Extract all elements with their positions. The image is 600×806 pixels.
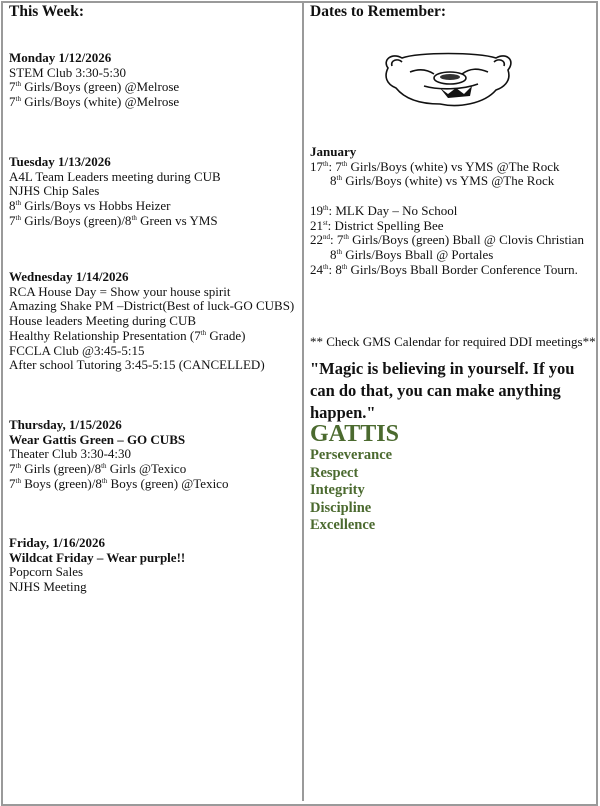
text-segment: Girls @Texico: [106, 461, 187, 477]
text-segment: 7: [9, 475, 16, 491]
text-segment: 17: [310, 158, 323, 174]
text-segment: th: [101, 462, 107, 471]
text-segment: th: [341, 262, 348, 271]
text-segment: Theater Club 3:30-4:30: [9, 446, 132, 462]
text-line: [9, 51, 179, 66]
text-segment: th: [323, 262, 329, 271]
text-line: [9, 462, 228, 477]
text-segment: RCA House Day = Show your house spirit: [9, 283, 231, 299]
text-line: [310, 204, 584, 219]
text-segment: Girls/Boys (green)/8: [20, 212, 132, 228]
text-segment: 8: [330, 246, 337, 262]
text-segment: th: [336, 174, 342, 183]
text-segment: th: [15, 213, 21, 222]
text-line: [9, 299, 294, 314]
text-line: [9, 285, 294, 300]
text-segment: After school Tutoring 3:45-5:15 (CANCELLED): [9, 357, 265, 373]
text-segment: Tuesday 1/13/2026: [9, 154, 111, 169]
value-item: Excellence: [310, 517, 376, 534]
text-segment: : MLK Day – No School: [328, 202, 458, 218]
text-segment: Girls/Boys (green) Bball @ Clovis Christian: [348, 232, 584, 248]
text-segment: 8: [9, 198, 16, 214]
day-block: [9, 155, 221, 229]
text-line: [310, 233, 584, 248]
text-segment: Amazing Shake PM –District(Best of luck-GO CUBS): [9, 298, 295, 314]
text-segment: Green vs YMS: [136, 212, 218, 228]
text-line: [9, 433, 228, 448]
text-segment: NJHS Chip Sales: [9, 183, 100, 199]
text-segment: : 8: [328, 261, 342, 277]
value-item: Integrity: [310, 482, 365, 499]
text-segment: th: [15, 95, 21, 104]
text-segment: th: [336, 247, 342, 256]
text-segment: th: [101, 476, 108, 485]
text-segment: Wednesday 1/14/2026: [9, 269, 129, 284]
text-segment: Girls (green)/8: [20, 461, 102, 477]
day-block: [9, 418, 228, 492]
text-segment: STEM Club 3:30-5:30: [9, 64, 127, 80]
text-line: [9, 358, 294, 373]
text-line: [310, 160, 584, 175]
text-segment: th: [15, 199, 21, 208]
text-segment: 8: [330, 173, 337, 189]
day-block: [9, 51, 179, 110]
text-line: [9, 199, 221, 214]
dates-heading: Dates to Remember:: [310, 3, 446, 20]
text-line: [9, 270, 294, 285]
values-title: GATTIS: [310, 421, 399, 447]
text-line: [310, 174, 584, 189]
ddi-note: ** Check GMS Calendar for required DDI meetings**: [310, 334, 596, 349]
text-segment: th: [200, 328, 207, 337]
text-line: [9, 329, 294, 344]
text-segment: Boys (green)/8: [20, 475, 102, 491]
text-segment: th: [341, 159, 348, 168]
text-segment: Popcorn Sales: [9, 564, 84, 580]
text-segment: th: [323, 159, 329, 168]
text-line: [9, 447, 228, 462]
text-segment: : 7: [328, 158, 342, 174]
text-segment: Wear Gattis Green – GO CUBS: [9, 431, 186, 447]
dates-list: [310, 145, 584, 277]
text-segment: Thursday, 1/15/2026: [9, 417, 122, 432]
text-segment: Girls/Boys vs Hobbs Heizer: [20, 198, 171, 214]
text-line: [9, 536, 185, 551]
column-divider: [302, 1, 304, 801]
text-segment: House leaders Meeting during CUB: [9, 313, 197, 329]
bear-mascot-icon: [378, 48, 518, 108]
text-line: [310, 263, 584, 278]
text-segment: 7: [9, 94, 16, 110]
text-segment: Monday 1/12/2026: [9, 50, 112, 65]
text-segment: FCCLA Club @3:45-5:15: [9, 342, 145, 358]
gattis-values: [310, 421, 399, 535]
text-segment: 7: [9, 461, 16, 477]
text-line: [9, 170, 221, 185]
text-segment: A4L Team Leaders meeting during CUB: [9, 168, 221, 184]
day-block: [9, 270, 294, 373]
text-line: [9, 477, 228, 492]
value-item: Discipline: [310, 499, 372, 516]
text-line: [9, 344, 294, 359]
value-item: Respect: [310, 464, 359, 481]
text-line: [9, 565, 185, 580]
text-line: [9, 184, 221, 199]
text-segment: th: [15, 476, 21, 485]
text-segment: st: [323, 218, 328, 227]
text-segment: th: [131, 213, 137, 222]
text-segment: : District Spelling Bee: [327, 217, 444, 233]
text-segment: 24: [310, 261, 323, 277]
text-line: [9, 66, 179, 81]
text-line: [9, 551, 185, 566]
text-segment: th: [343, 233, 349, 242]
text-segment: 7: [9, 79, 16, 95]
text-segment: 21: [310, 217, 323, 233]
text-segment: Girls/Boys Bball @ Portales: [341, 246, 494, 262]
text-segment: 22: [310, 232, 323, 248]
text-line: [9, 418, 228, 433]
text-segment: Girls/Boys (white) vs YMS @The Rock: [341, 173, 555, 189]
text-segment: 7: [9, 212, 16, 228]
text-segment: 19: [310, 202, 323, 218]
text-segment: th: [15, 80, 21, 89]
text-line: [9, 580, 185, 595]
text-line: [310, 189, 584, 204]
text-segment: Wildcat Friday – Wear purple!!: [9, 549, 186, 565]
quote: "Magic is believing in yourself. If you can do that, you can make anything happen.": [310, 359, 575, 422]
text-segment: Girls/Boys (white) @Melrose: [20, 94, 180, 110]
text-segment: : 7: [330, 232, 344, 248]
text-line: [310, 219, 584, 234]
text-segment: Girls/Boys (green) @Melrose: [20, 79, 180, 95]
text-segment: Girls/Boys Bball Border Conference Tourn.: [347, 261, 578, 277]
text-segment: Grade): [206, 327, 246, 343]
day-block: [9, 536, 185, 595]
text-line: [9, 80, 179, 95]
text-segment: Girls/Boys (white) vs YMS @The Rock: [347, 158, 560, 174]
text-segment: th: [15, 462, 21, 471]
text-line: [310, 248, 584, 263]
text-line: [9, 95, 179, 110]
this-week-heading: This Week:: [9, 3, 85, 20]
text-segment: Healthy Relationship Presentation (7: [9, 327, 201, 343]
text-segment: Boys (green) @Texico: [107, 475, 229, 491]
value-item: Perseverance: [310, 447, 393, 463]
month-label: January: [310, 144, 357, 159]
text-line: [9, 214, 221, 229]
text-segment: Friday, 1/16/2026: [9, 535, 106, 550]
text-line: [9, 314, 294, 329]
text-line: [9, 155, 221, 170]
text-segment: NJHS Meeting: [9, 579, 87, 595]
text-segment: nd: [323, 233, 330, 242]
text-segment: th: [323, 203, 329, 212]
